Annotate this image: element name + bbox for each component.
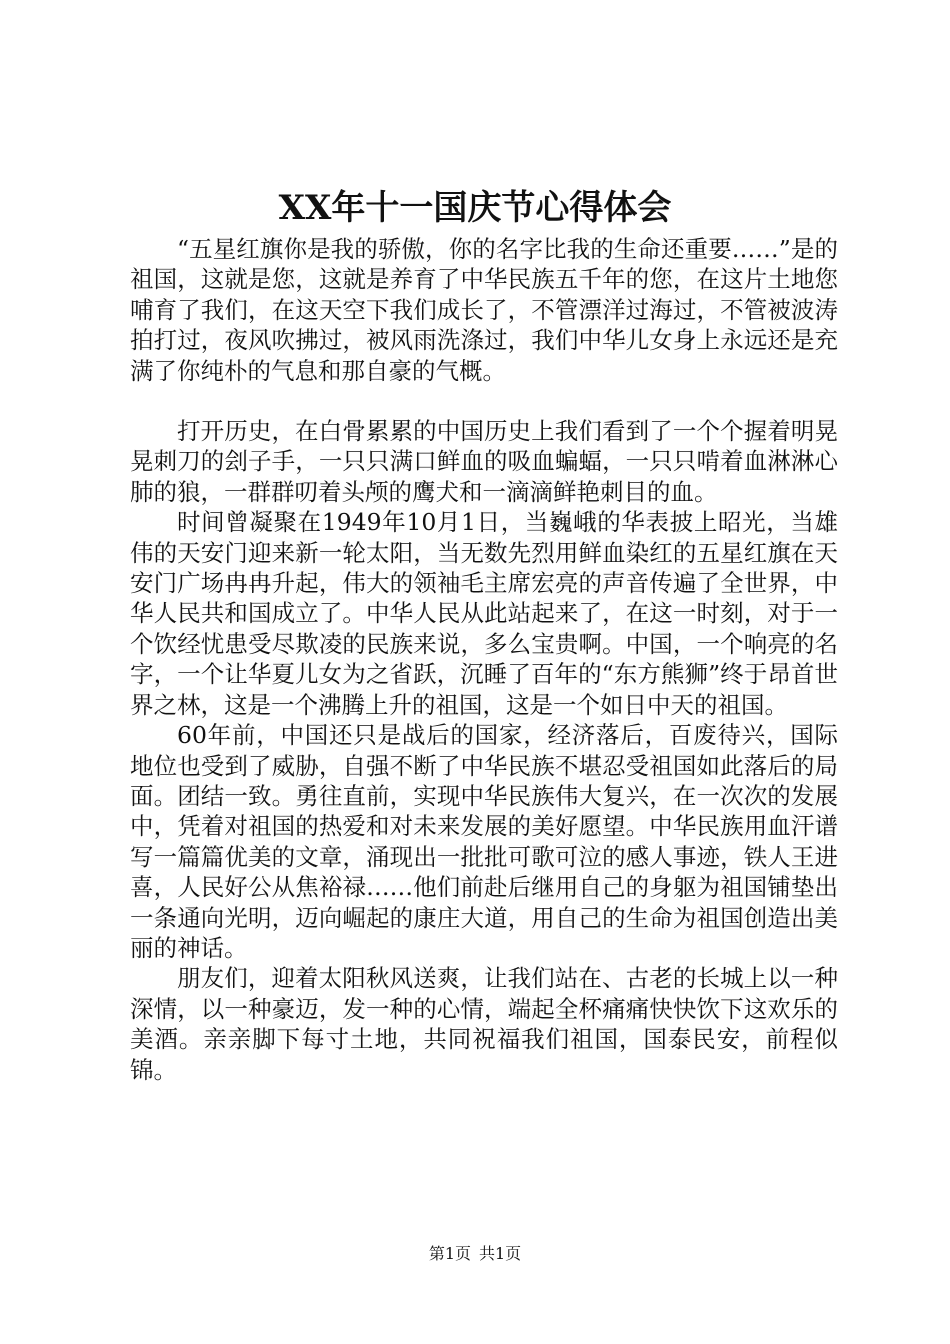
page-number-current: 第1页 bbox=[428, 1244, 471, 1263]
page-number-total: 共1页 bbox=[479, 1244, 522, 1263]
document-title: XX年十一国庆节心得体会 bbox=[278, 188, 672, 228]
paragraph-4: 60年前，中国还只是战后的国家，经济落后，百废待兴，国际地位也受到了威胁，自强不断了中华民族不堪忍受祖国如此落后的局面。团结一致。勇往直前，实现中华民族伟大复兴，在一次次的发展中，凭着对祖国的热爱和对未来发展的美好愿望。中华民族用血汗谱写一篇篇优美的文章，涌现出一批批可歌可泣的感人事迹，铁人王进喜，人民好公从焦裕禄……他们前赴后继用自己的身躯为祖国铺垫出一条通向光明，迈向崛起的康庄大道，用自己的生命为祖国创造出美丽的神话。 bbox=[130, 721, 838, 962]
document-body bbox=[130, 234, 838, 1085]
paragraph-3: 时间曾凝聚在1949年10月1日，当巍峨的华表披上昭光，当雄伟的天安门迎来新一轮太阳，当无数先烈用鲜血染红的五星红旗在天安门广场冉冉升起，伟大的领袖毛主席宏亮的声音传遍了全世界，中华人民共和国成立了。中华人民从此站起来了，在这一时刻，对于一个饮经忧患受尽欺凌的民族来说，多么宝贵啊。中国，一个响亮的名字，一个让华夏儿女为之省跃，沉睡了百年的“东方熊狮”终于昂首世界之林，这是一个沸腾上升的祖国，这是一个如日中天的祖国。 bbox=[130, 508, 838, 719]
paragraph-5: 朋友们，迎着太阳秋风送爽，让我们站在、古老的长城上以一种深情，以一种豪迈，发一种的心情，端起全杯痛痛快快饮下这欢乐的美酒。亲亲脚下每寸土地，共同祝福我们祖国，国泰民安，前程似锦。 bbox=[130, 964, 838, 1084]
page-footer bbox=[0, 1243, 950, 1265]
paragraph-1: “五星红旗你是我的骄傲，你的名字比我的生命还重要……”是的祖国，这就是您，这就是养育了中华民族五千年的您，在这片土地您哺育了我们，在这天空下我们成长了，不管漂洋过海过，不管被波涛拍打过，夜风吹拂过，被风雨洗涤过，我们中华儿女身上永远还是充满了你纯朴的气息和那自豪的气概。 bbox=[130, 235, 838, 385]
paragraph-2: 打开历史，在白骨累累的中国历史上我们看到了一个个握着明晃晃刺刀的刽子手，一只只满口鲜血的吸血蝙蝠，一只只啃着血淋淋心肺的狼，一群群叨着头颅的鹰犬和一滴滴鲜艳刺目的血。 bbox=[130, 417, 838, 506]
